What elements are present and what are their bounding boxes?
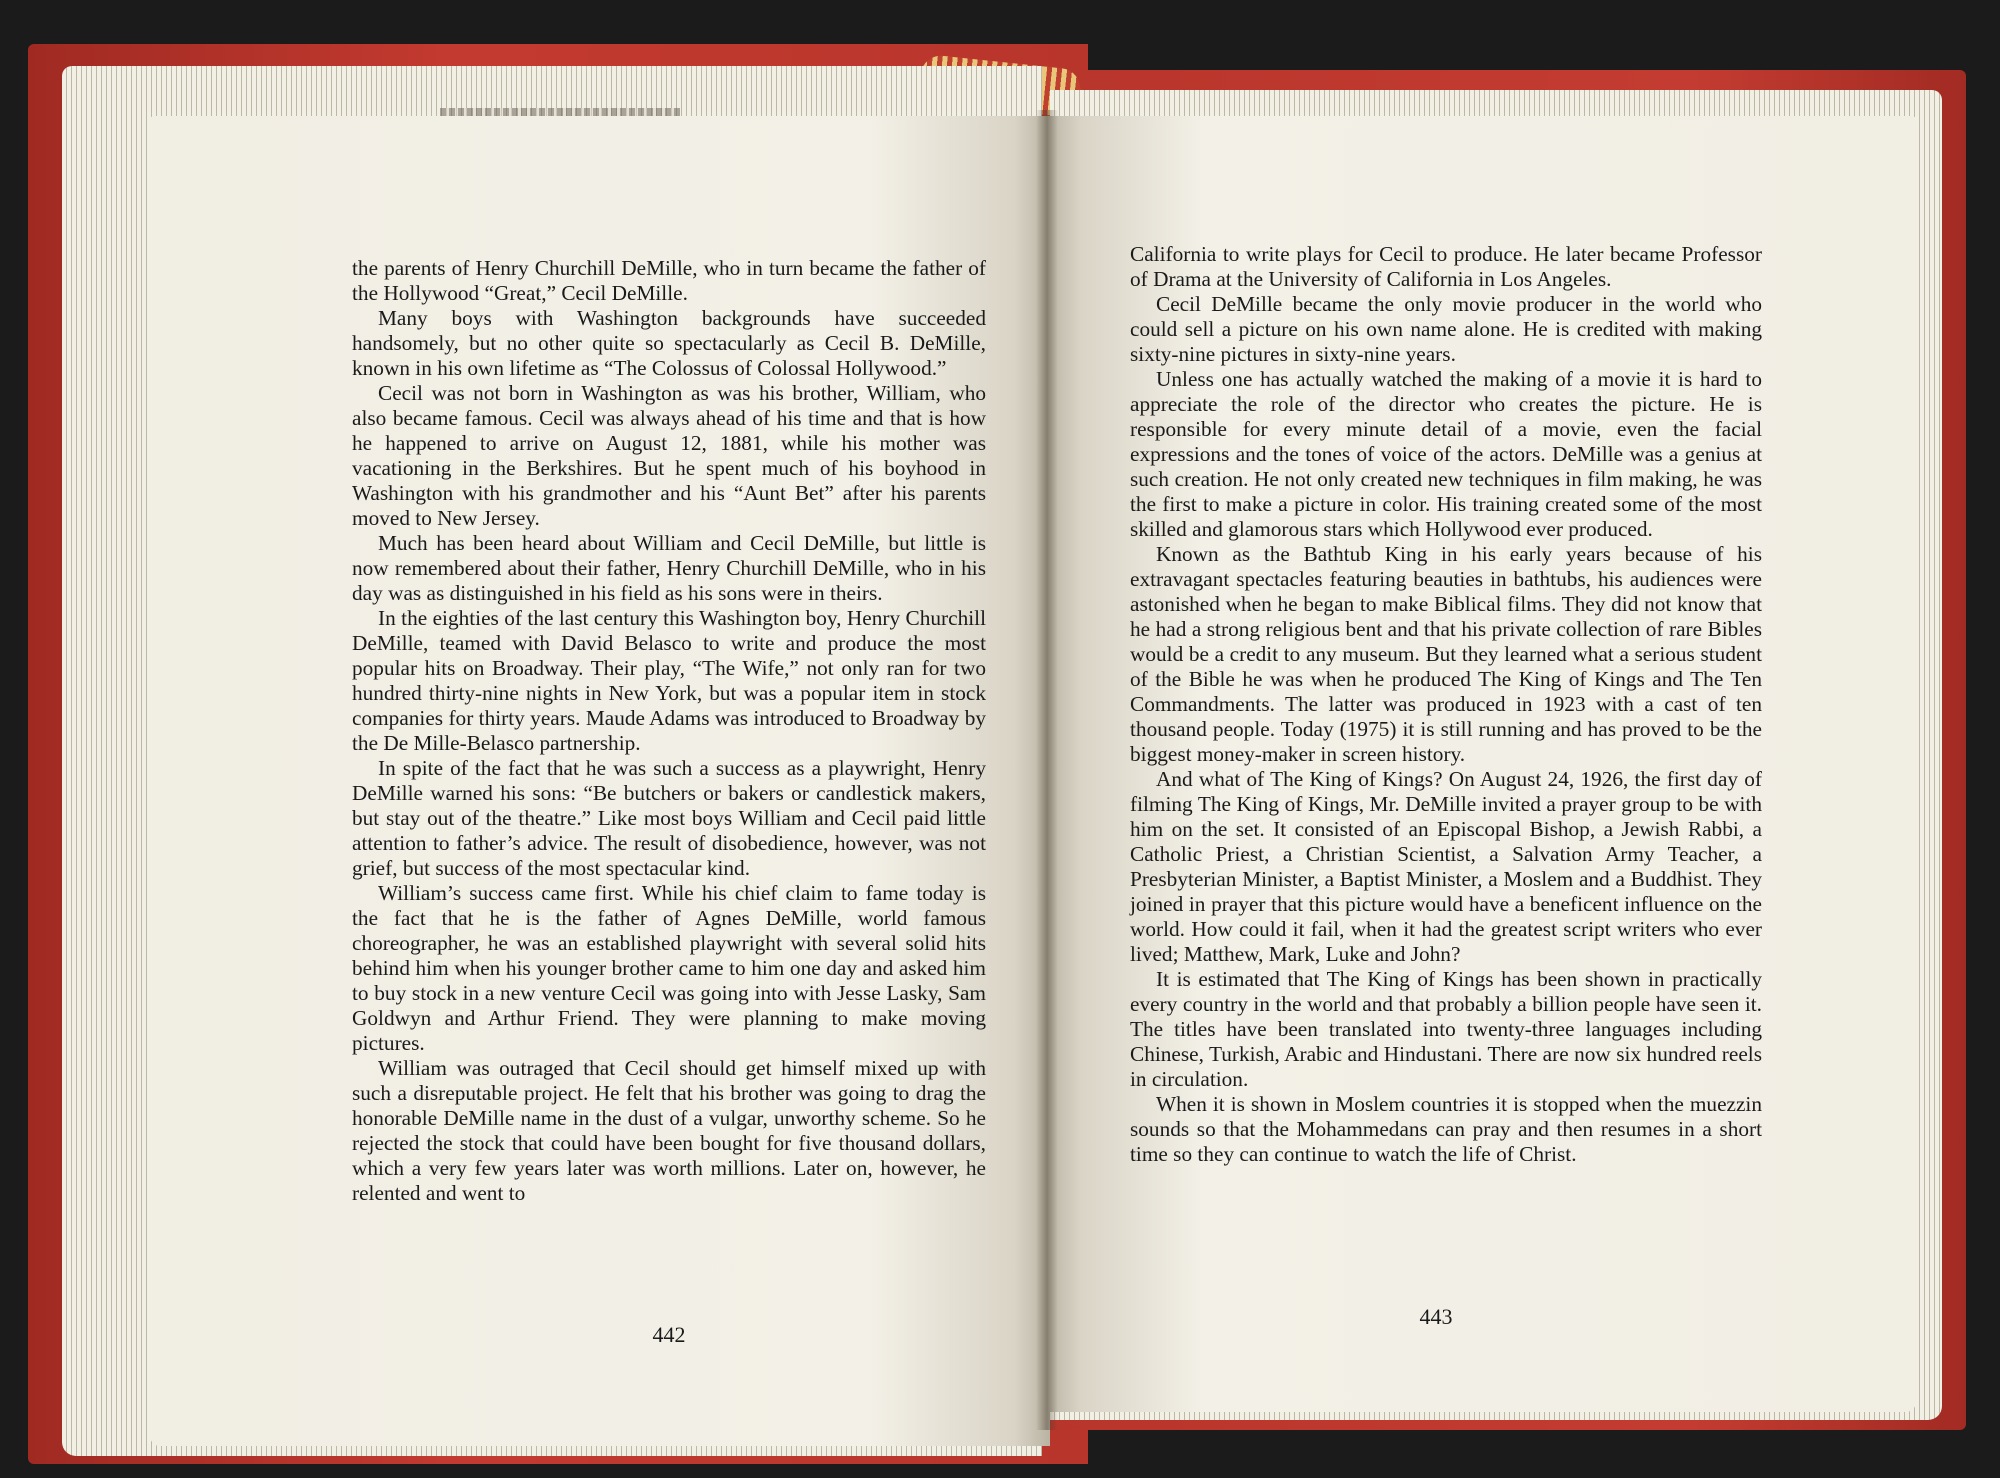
paragraph: Much has been heard about William and Cecil DeMille, but little is now remembered about their father, Henry Churchill DeMille, who in his day was as distinguished in his field as his sons were in theirs. xyxy=(352,531,986,605)
paragraph: It is estimated that The King of Kings has been shown in practically every country in the world and that probably a billion people have seen it. The titles have been translated into twenty-three languages including Chinese, Turkish, Arabic and Hindustani. There are now six hundred reels in circulation. xyxy=(1130,967,1762,1091)
paragraph: William’s success came first. While his chief claim to fame today is the fact that he is the father of Agnes DeMille, world famous choreographer, he was an established playwright with several solid hits behind him when his younger brother came to him one day and asked him to buy stock in a new venture Cecil was going into with Jesse Lasky, Sam Goldwyn and Arthur Friend. They were planning to make moving pictures. xyxy=(352,881,986,1055)
paragraph: William was outraged that Cecil should get himself mixed up with such a disreputable project. He felt that his brother was going to drag the honorable DeMille name in the dust of a vulgar, unworthy scheme. So he rejected the stock that could have been bought for five thousand dollars, which a very few years later was worth millions. Later on, however, he relented and went to xyxy=(352,1056,986,1205)
page-number-left: 442 xyxy=(652,1322,686,1347)
right-page-text xyxy=(1130,242,1762,1167)
paragraph: Cecil was not born in Washington as was his brother, William, who also became famous. Cecil was always ahead of his time and that is how he happened to arrive on August 12, 1881, while his mother was vacationing in the Berkshires. But he spent much of his boyhood in Washington with his grandmother and his “Aunt Bet” after his parents moved to New Jersey. xyxy=(352,381,986,530)
page-number-right: 443 xyxy=(1419,1304,1453,1329)
left-page-text xyxy=(352,256,986,1206)
paragraph: When it is shown in Moslem countries it is stopped when the muezzin sounds so that the Mohammedans can pray and then resumes in a short time so they can continue to watch the life of Christ. xyxy=(1130,1092,1762,1166)
paragraph: In the eighties of the last century this Washington boy, Henry Churchill DeMille, teamed with David Belasco to write and produce the most popular hits on Broadway. Their play, “The Wife,” not only ran for two hundred thirty-nine nights in New York, but was a popular item in stock companies for thirty years. Maude Adams was introduced to Broadway by the De Mille-Belasco partnership. xyxy=(352,606,986,755)
paragraph: And what of The King of Kings? On August 24, 1926, the first day of filming The King of Kings, Mr. DeMille invited a prayer group to be with him on the set. It consisted of an Episcopal Bishop, a Jewish Rabbi, a Catholic Priest, a Christian Scientist, a Salvation Army Teacher, a Presbyterian Minister, a Baptist Minister, a Moslem and a Buddhist. They joined in prayer that this picture would have a beneficent influence on the world. How could it fail, when it had the greatest script writers who ever lived; Matthew, Mark, Luke and John? xyxy=(1130,767,1762,966)
paragraph: Cecil DeMille became the only movie producer in the world who could sell a picture on his own name alone. He is credited with making sixty-nine pictures in sixty-nine years. xyxy=(1130,292,1762,366)
paragraph: Known as the Bathtub King in his early years because of his extravagant spectacles featuring beauties in bathtubs, his audiences were astonished when he began to make Biblical films. They did not know that he had a strong religious bent and that his private collection of rare Bibles would be a credit to any museum. But they learned what a serious student of the Bible he was when he produced The King of Kings and The Ten Commandments. The latter was produced in 1923 with a cast of ten thousand people. Today (1975) it is still running and has proved to be the biggest money-maker in screen history. xyxy=(1130,542,1762,766)
paragraph: the parents of Henry Churchill DeMille, who in turn became the father of the Hollywood “Great,” Cecil DeMille. xyxy=(352,256,986,305)
paragraph: Unless one has actually watched the making of a movie it is hard to appreciate the role of the director who creates the picture. He is responsible for every minute detail of a movie, even the facial expressions and the tones of voice of the actors. DeMille was a genius at such creation. He not only created new techniques in film making, he was the first to make a picture in color. His training created some of the most skilled and glamorous stars which Hollywood ever produced. xyxy=(1130,367,1762,541)
book-gutter xyxy=(1036,110,1058,1430)
paragraph: California to write plays for Cecil to produce. He later became Professor of Drama at the University of California in Los Angeles. xyxy=(1130,242,1762,291)
paragraph: In spite of the fact that he was such a success as a playwright, Henry DeMille warned his sons: “Be butchers or bakers or candlestick makers, but stay out of the theatre.” Like most boys William and Cecil paid little attention to father’s advice. The result of disobedience, however, was not grief, but success of the most spectacular kind. xyxy=(352,756,986,880)
paragraph: Many boys with Washington backgrounds have succeeded handsomely, but no other quite so spectacularly as Cecil B. DeMille, known in his own lifetime as “The Colossus of Colossal Hollywood.” xyxy=(352,306,986,380)
